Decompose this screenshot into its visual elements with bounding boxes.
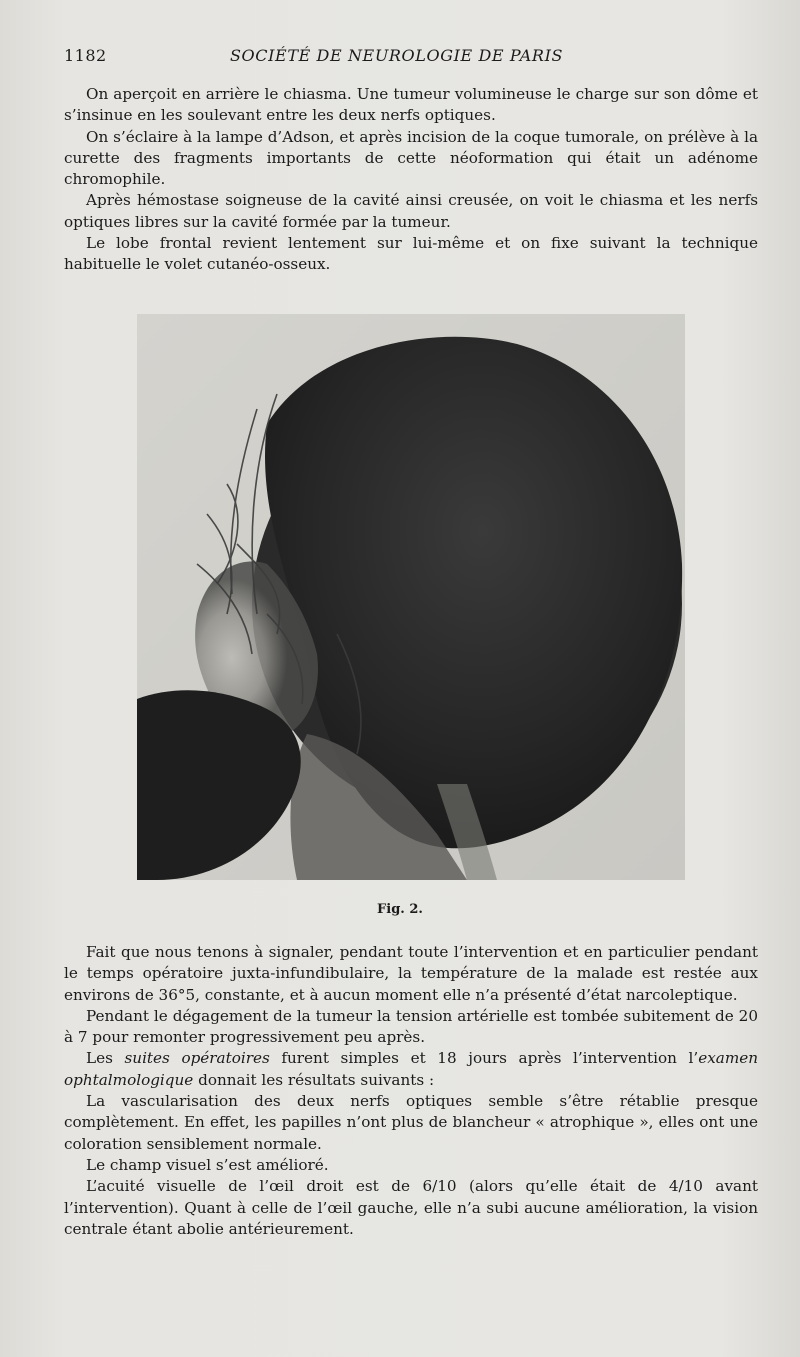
emphasis-text: suites opératoires: [124, 1049, 270, 1068]
paragraph: Pendant le dégagement de la tumeur la tension artérielle est tombée subitement de 20 à 7 pour remonter progressivement peu après.: [64, 1006, 758, 1047]
paragraph: La vascularisation des deux nerfs optiques semble s’être rétablie presque complètement. En effet, les papilles n’ont plus de blancheur « atrophique », elles ont une coloration sensiblement normale.: [64, 1092, 758, 1153]
radiograph-image: [137, 314, 685, 880]
paragraph: [64, 1048, 758, 1091]
figure-radiograph: [137, 314, 685, 880]
paragraph: Fait que nous tenons à signaler, pendant toute l’intervention et en particulier pendant le temps opératoire juxta-infundibulaire, la température de la malade est restée aux environs de 36°5, constante, et à aucun moment elle n’a présenté d’état narcoleptique.: [64, 943, 758, 1004]
text-span: furent simples et 18 jours après l’intervention l’: [269, 1049, 699, 1068]
running-title: SOCIÉTÉ DE NEUROLOGIE DE PARIS: [230, 46, 564, 65]
text-span: Les: [86, 1049, 125, 1068]
body-text-bottom: [64, 942, 758, 1240]
page-header: [64, 46, 744, 70]
figure-caption: Fig. 2.: [377, 902, 423, 917]
paragraph: On aperçoit en arrière le chiasma. Une tumeur volumineuse le charge sur son dôme et s’insinue en les soulevant entre les deux nerfs optiques.: [64, 85, 758, 125]
paragraph: Le lobe frontal revient lentement sur lui-même et on fixe suivant la technique habituelle le volet cutanéo-osseux.: [64, 234, 758, 274]
emphasis-text: examen ophtalmologique: [64, 1049, 758, 1089]
paragraph: Après hémostase soigneuse de la cavité ainsi creusée, on voit le chiasma et les nerfs optiques libres sur la cavité formée par la tumeur.: [64, 191, 758, 231]
paragraph: Le champ visuel s’est amélioré.: [86, 1155, 329, 1174]
page-number: 1182: [64, 46, 107, 65]
paragraph: L’acuité visuelle de l’œil droit est de 6/10 (alors qu’elle était de 4/10 avant l’intervention). Quant à celle de l’œil gauche, elle n’a subi aucune amélioration, la vision centrale étant abolie antérieurement.: [64, 1177, 758, 1238]
text-span: donnait les résultats suivants :: [193, 1070, 435, 1089]
body-text-top: [64, 84, 758, 276]
paragraph: On s’éclaire à la lampe d’Adson, et après incision de la coque tumorale, on prélève à la curette des fragments importants de cette néoformation qui était un adénome chromophile.: [64, 127, 758, 189]
